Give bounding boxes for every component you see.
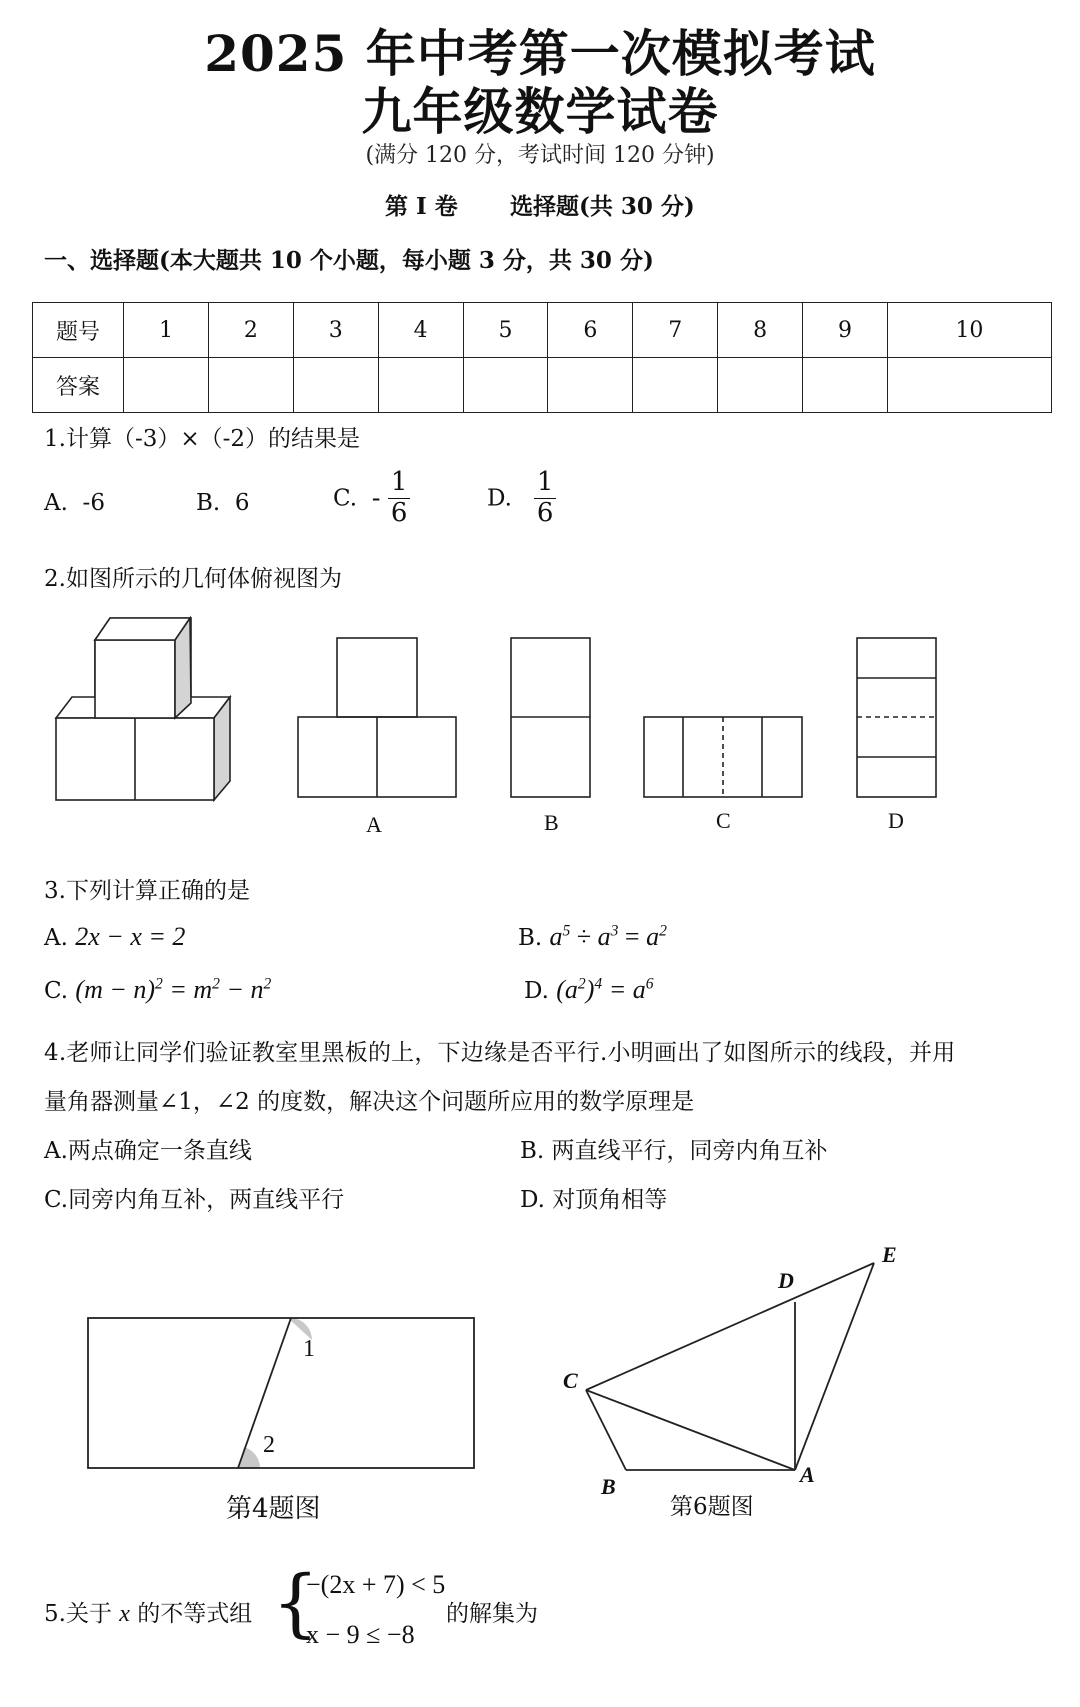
fig4-angle1-label: 1 bbox=[303, 1336, 315, 1362]
volume-subtitle: 选择题(共 30 分) bbox=[510, 193, 695, 220]
q4-option-b: B. 两直线平行，同旁内角互补 bbox=[520, 1138, 828, 1164]
expr-part: = m bbox=[162, 975, 213, 1004]
q2-label-a: A bbox=[366, 812, 382, 837]
q4-stem-line2: 量角器测量∠1，∠2 的度数，解决这个问题所应用的数学原理是 bbox=[44, 1089, 695, 1115]
q2-label-d: D bbox=[888, 808, 904, 833]
base: a bbox=[549, 922, 563, 951]
option-label: D. bbox=[487, 485, 512, 512]
q3-stem: 3.下列计算正确的是 bbox=[44, 878, 250, 904]
inequality-1: −(2x + 7) < 5 bbox=[306, 1570, 446, 1599]
exponent: 2 bbox=[155, 975, 163, 993]
expr-part: = a bbox=[602, 975, 646, 1004]
exponent: 2 bbox=[659, 922, 667, 940]
q5-stem-suffix: 的解集为 bbox=[446, 1601, 538, 1627]
table-cell-number: 9 bbox=[803, 303, 888, 358]
q4-option-a: A.两点确定一条直线 bbox=[44, 1138, 252, 1164]
base: a bbox=[597, 922, 611, 951]
operator: ÷ bbox=[570, 922, 598, 951]
option-label: D. bbox=[524, 978, 549, 1004]
base: a bbox=[646, 922, 660, 951]
table-cell-number: 3 bbox=[293, 303, 378, 358]
denominator: 6 bbox=[536, 497, 554, 528]
subtitle: (满分 120 分，考试时间 120 分钟) bbox=[365, 143, 715, 168]
option-label: B. bbox=[196, 490, 221, 516]
table-cell-number: 1 bbox=[124, 303, 209, 358]
option-value: 6 bbox=[234, 490, 250, 516]
exponent: 3 bbox=[610, 922, 619, 940]
q2-label-b: B bbox=[544, 810, 559, 835]
equals: = bbox=[618, 922, 647, 951]
q4-stem-line1: 4.老师让同学们验证教室里黑板的上，下边缘是否平行.小明画出了如图所示的线段，并用 bbox=[44, 1040, 956, 1066]
stem-part: 5.关于 bbox=[44, 1601, 112, 1627]
exponent: 2 bbox=[263, 975, 272, 993]
expr-part: ) bbox=[585, 975, 595, 1004]
exponent: 2 bbox=[577, 975, 586, 993]
volume-title: 第 I 卷 bbox=[385, 193, 458, 220]
table-cell-number: 6 bbox=[548, 303, 633, 358]
fig6-caption: 第6题图 bbox=[670, 1494, 754, 1520]
fig6-point-e: E bbox=[882, 1242, 897, 1267]
numerator: 1 bbox=[534, 468, 557, 499]
table-header-cell: 答案 bbox=[33, 358, 124, 413]
expr-part: (a bbox=[556, 975, 578, 1004]
exponent: 2 bbox=[212, 975, 220, 993]
table-cell-number: 8 bbox=[718, 303, 803, 358]
expr-part: (m − n) bbox=[75, 975, 156, 1004]
q2-stem: 2.如图所示的几何体俯视图为 bbox=[44, 566, 342, 592]
option-label: A. bbox=[44, 925, 68, 951]
table-header-cell: 题号 bbox=[33, 303, 124, 358]
fig6-point-a: A bbox=[800, 1462, 815, 1487]
exponent: 6 bbox=[645, 975, 654, 993]
fig6-point-c: C bbox=[563, 1368, 578, 1393]
exponent: 4 bbox=[594, 975, 603, 993]
option-value: -6 bbox=[82, 490, 105, 516]
system-brace: { bbox=[272, 1560, 320, 1646]
section-heading: 一、选择题(本大题共 10 个小题，每小题 3 分，共 30 分) bbox=[44, 247, 654, 274]
q4-option-c: C.同旁内角互补，两直线平行 bbox=[44, 1187, 345, 1213]
inequality-2: x − 9 ≤ −8 bbox=[306, 1620, 415, 1649]
q4-option-d: D. 对顶角相等 bbox=[520, 1187, 668, 1213]
q2-label-c: C bbox=[716, 808, 731, 833]
option-label: B. bbox=[518, 925, 543, 951]
fig4-caption: 第4题图 bbox=[226, 1494, 321, 1524]
q1-stem: 1.计算（-3）×（-2）的结果是 bbox=[44, 426, 361, 452]
stem-part: 的不等式组 bbox=[137, 1601, 253, 1627]
table-cell-number: 10 bbox=[887, 303, 1051, 358]
fig6-point-d: D bbox=[778, 1268, 794, 1293]
fig4-angle2-label: 2 bbox=[263, 1432, 275, 1458]
minus-sign: - bbox=[371, 483, 381, 514]
figure-6 bbox=[586, 1263, 874, 1470]
numerator: 1 bbox=[388, 468, 411, 499]
fig6-point-b: B bbox=[601, 1474, 616, 1499]
option-expression: 2x − x = 2 bbox=[75, 922, 186, 951]
figure-4 bbox=[88, 1318, 474, 1468]
variable: x bbox=[119, 1601, 130, 1627]
option-label: C. bbox=[44, 978, 69, 1004]
q5-stem bbox=[44, 1595, 252, 1628]
option-label: C. bbox=[333, 485, 358, 512]
denominator: 6 bbox=[390, 497, 408, 528]
title-line1: 2025 年中考第一次模拟考试 bbox=[204, 24, 876, 83]
table-cell-number: 7 bbox=[633, 303, 718, 358]
expr-part: − n bbox=[219, 975, 264, 1004]
table-cell-number: 2 bbox=[208, 303, 293, 358]
title-line2: 九年级数学试卷 bbox=[361, 82, 719, 141]
exponent: 5 bbox=[562, 922, 571, 940]
table-cell-number: 5 bbox=[463, 303, 548, 358]
table-cell-number: 4 bbox=[378, 303, 463, 358]
option-label: A. bbox=[44, 490, 68, 516]
